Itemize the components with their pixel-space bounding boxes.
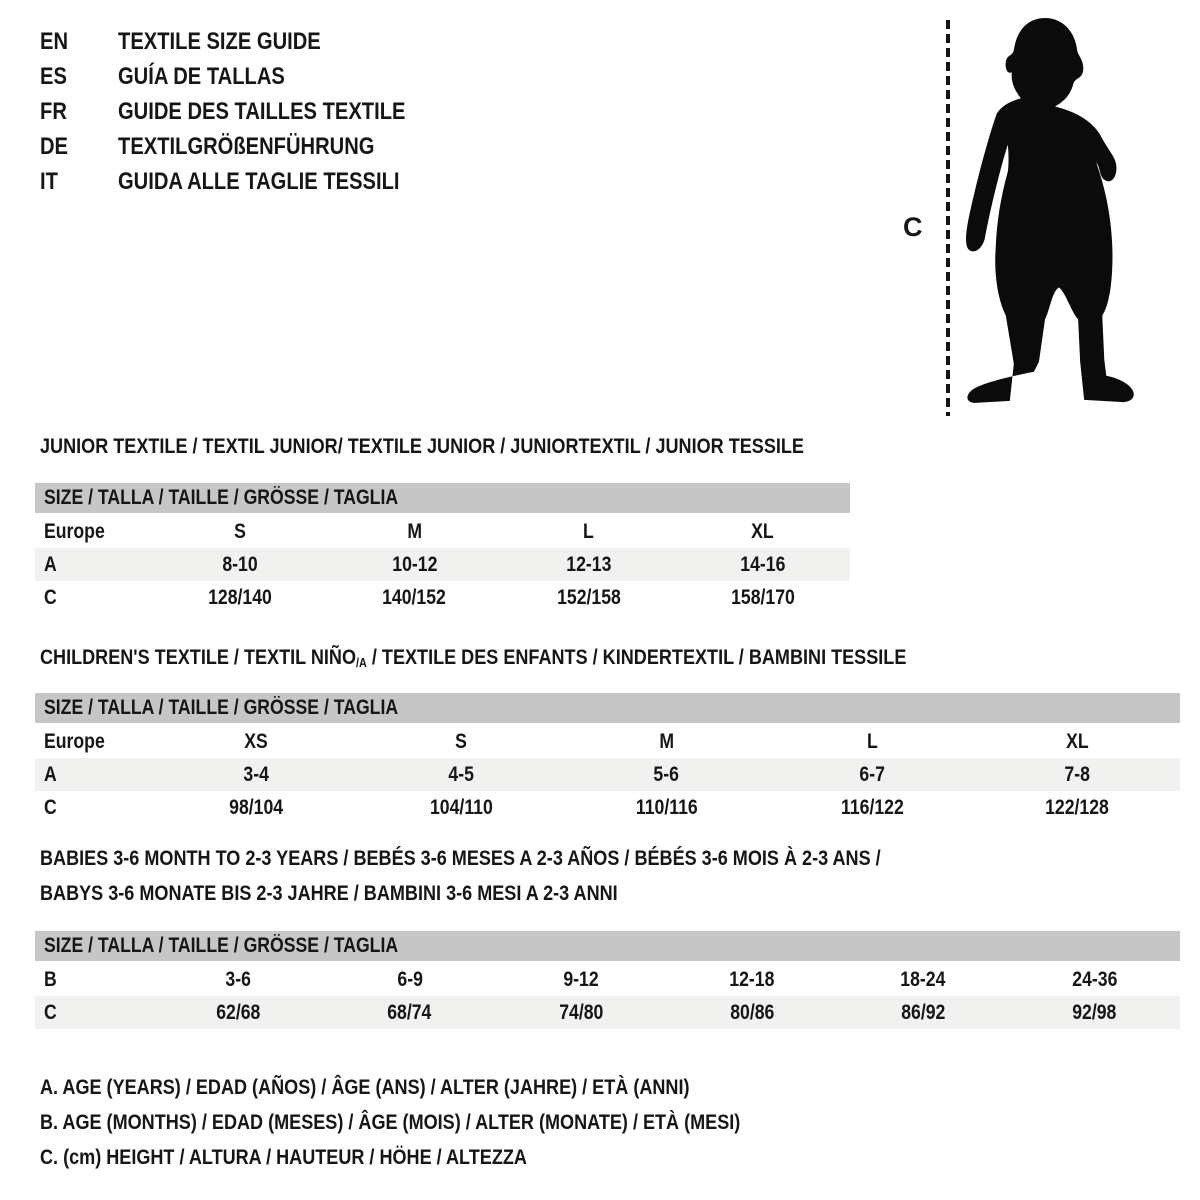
junior-section-title: JUNIOR TEXTILE / TEXTIL JUNIOR/ TEXTILE JUNIOR / JUNIORTEXTIL / JUNIOR TESSILE xyxy=(40,434,804,458)
size-value-text: 8-10 xyxy=(222,553,258,576)
size-header-bar xyxy=(35,931,1180,961)
table-row-a xyxy=(35,548,850,581)
size-value-cell xyxy=(1009,963,1180,996)
legend-line-b: B. AGE (MONTHS) / EDAD (MESES) / ÂGE (MOIS) / ALTER (MONATE) / ETÀ (MESI) xyxy=(40,1110,741,1134)
table-row-a xyxy=(35,758,1180,791)
size-value-cell xyxy=(327,581,501,614)
row-label-text: C xyxy=(44,1001,57,1024)
size-value-text: XL xyxy=(751,520,775,543)
size-value-text: 116/122 xyxy=(840,796,904,819)
lang-row-de xyxy=(40,129,460,164)
row-label-text: C xyxy=(44,586,57,609)
size-value-cell xyxy=(502,581,676,614)
size-value-cell xyxy=(153,758,358,791)
row-label-cell xyxy=(35,581,153,614)
table-row-c xyxy=(35,996,1180,1029)
size-value-cell xyxy=(495,963,666,996)
size-value-text: 6-7 xyxy=(859,763,885,786)
legend-line-c: C. (cm) HEIGHT / ALTURA / HAUTEUR / HÖHE / ALTEZZA xyxy=(40,1145,527,1169)
size-value-cell xyxy=(667,996,838,1029)
row-label-text: A xyxy=(44,763,57,786)
size-value-cell xyxy=(769,791,974,824)
size-value-text: L xyxy=(583,520,595,543)
size-value-cell xyxy=(676,515,850,548)
children-title-pre: CHILDREN'S TEXTILE / TEXTIL NIÑO xyxy=(40,645,357,669)
lang-code: DE xyxy=(40,133,69,160)
size-value-cell xyxy=(153,581,327,614)
size-value-text: 4-5 xyxy=(448,763,474,786)
size-value-cell xyxy=(358,725,563,758)
row-label-text: Europe xyxy=(44,520,105,543)
table-row-europe xyxy=(35,515,850,548)
size-value-text: 92/98 xyxy=(1072,1001,1117,1024)
size-value-cell xyxy=(564,791,769,824)
row-label-cell xyxy=(35,758,153,791)
size-value-text: 74/80 xyxy=(558,1001,603,1024)
table-row-c xyxy=(35,791,1180,824)
height-measure-dashed-line xyxy=(946,20,950,416)
size-value-text: 6-9 xyxy=(397,968,423,991)
size-value-text: 10-12 xyxy=(391,553,437,576)
size-value-cell xyxy=(564,758,769,791)
toddler-silhouette-icon xyxy=(962,16,1136,420)
size-value-cell xyxy=(975,725,1180,758)
size-value-text: 3-6 xyxy=(225,968,252,991)
children-title-post: / TEXTILE DES ENFANTS / KINDERTEXTIL / BAMBINI TESSILE xyxy=(366,645,907,669)
size-value-cell xyxy=(564,725,769,758)
size-value-cell xyxy=(153,791,358,824)
size-value-text: XL xyxy=(1066,730,1089,753)
row-label-cell xyxy=(35,791,153,824)
row-label-cell xyxy=(35,963,153,996)
table-row-europe xyxy=(35,725,1180,758)
size-value-cell xyxy=(676,581,850,614)
size-value-text: M xyxy=(659,730,674,753)
babies-title-line1: BABIES 3-6 MONTH TO 2-3 YEARS / BEBÉS 3-6 MESES A 2-3 AÑOS / BÉBÉS 3-6 MOIS À 2-3 ANS / xyxy=(40,846,881,870)
size-value-text: 3-4 xyxy=(242,763,269,786)
size-value-cell xyxy=(495,996,666,1029)
lang-code: EN xyxy=(40,28,69,55)
size-value-cell xyxy=(667,963,838,996)
size-value-text: L xyxy=(866,730,878,753)
row-label-cell xyxy=(35,515,153,548)
children-size-table xyxy=(35,693,1180,824)
size-value-text: 128/140 xyxy=(208,586,273,609)
size-value-cell xyxy=(502,515,676,548)
lang-code: ES xyxy=(40,63,67,90)
size-value-cell xyxy=(153,725,358,758)
table-row-b xyxy=(35,963,1180,996)
size-value-text: 110/116 xyxy=(635,796,698,819)
size-value-text: 5-6 xyxy=(653,763,680,786)
table-row-c xyxy=(35,581,850,614)
size-value-cell xyxy=(153,548,327,581)
size-value-cell xyxy=(327,548,501,581)
size-value-cell xyxy=(153,963,324,996)
size-value-text: 24-36 xyxy=(1071,968,1117,991)
size-value-text: 104/110 xyxy=(429,796,493,819)
guide-title-es: GUÍA DE TALLAS xyxy=(118,63,285,90)
size-header-text: SIZE / TALLA / TAILLE / GRÖSSE / TAGLIA xyxy=(44,486,399,509)
size-value-cell xyxy=(324,963,495,996)
size-value-cell xyxy=(153,515,327,548)
babies-size-table xyxy=(35,931,1180,1029)
size-value-text: 98/104 xyxy=(228,796,283,819)
size-value-text: 12-13 xyxy=(566,553,612,576)
size-value-text: 86/92 xyxy=(901,1001,946,1024)
size-value-cell xyxy=(769,725,974,758)
language-guide-block xyxy=(40,24,460,199)
lang-row-it xyxy=(40,164,460,199)
guide-title-it: GUIDA ALLE TAGLIE TESSILI xyxy=(118,168,400,195)
children-section-title xyxy=(40,644,1071,673)
row-label-text: A xyxy=(44,553,57,576)
junior-size-table xyxy=(35,483,850,614)
size-value-text: 12-18 xyxy=(729,968,775,991)
row-label-cell xyxy=(35,725,153,758)
row-label-cell xyxy=(35,996,153,1029)
height-measure-label: C xyxy=(903,212,923,242)
lang-row-es xyxy=(40,59,460,94)
row-label-cell xyxy=(35,548,153,581)
size-value-text: 62/68 xyxy=(216,1001,261,1024)
size-value-text: 80/86 xyxy=(730,1001,775,1024)
size-value-cell xyxy=(324,996,495,1029)
size-value-cell xyxy=(1009,996,1180,1029)
size-value-text: 14-16 xyxy=(740,553,786,576)
babies-title-line2: BABYS 3-6 MONATE BIS 2-3 JAHRE / BAMBINI 3-6 MESI A 2-3 ANNI xyxy=(40,881,618,905)
size-value-text: 18-24 xyxy=(900,968,946,991)
lang-row-fr xyxy=(40,94,460,129)
size-value-text: 152/158 xyxy=(556,586,621,609)
legend-line-a: A. AGE (YEARS) / EDAD (AÑOS) / ÂGE (ANS) / ALTER (JAHRE) / ETÀ (ANNI) xyxy=(40,1075,690,1099)
size-value-text: 140/152 xyxy=(382,586,447,609)
size-value-text: XS xyxy=(243,730,268,753)
guide-title-fr: GUIDE DES TAILLES TEXTILE xyxy=(118,98,406,125)
guide-title-en: TEXTILE SIZE GUIDE xyxy=(118,28,321,55)
size-value-cell xyxy=(975,791,1180,824)
children-title-subscript: /A xyxy=(356,655,367,670)
size-value-text: S xyxy=(455,730,467,753)
lang-row-en xyxy=(40,24,460,59)
guide-title-de: TEXTILGRÖßENFÜHRUNG xyxy=(118,133,375,160)
lang-code: FR xyxy=(40,98,67,125)
size-value-cell xyxy=(153,996,324,1029)
row-label-text: B xyxy=(44,968,57,991)
size-value-cell xyxy=(358,791,563,824)
size-value-text: 68/74 xyxy=(387,1001,432,1024)
size-value-text: 158/170 xyxy=(730,586,795,609)
size-value-cell xyxy=(327,515,501,548)
size-header-text: SIZE / TALLA / TAILLE / GRÖSSE / TAGLIA xyxy=(44,696,399,719)
size-value-cell xyxy=(502,548,676,581)
row-label-text: C xyxy=(44,796,57,819)
size-value-cell xyxy=(838,963,1009,996)
size-value-cell xyxy=(769,758,974,791)
size-value-cell xyxy=(975,758,1180,791)
size-value-text: 122/128 xyxy=(1045,796,1110,819)
size-value-cell xyxy=(358,758,563,791)
size-value-text: M xyxy=(407,520,422,543)
size-value-cell xyxy=(676,548,850,581)
size-value-text: 7-8 xyxy=(1064,763,1091,786)
size-value-text: S xyxy=(234,520,247,543)
size-header-bar xyxy=(35,483,850,513)
legend-block xyxy=(40,1070,874,1175)
size-header-text: SIZE / TALLA / TAILLE / GRÖSSE / TAGLIA xyxy=(44,934,399,957)
lang-code: IT xyxy=(40,168,58,195)
size-value-text: 9-12 xyxy=(563,968,599,991)
babies-section-title xyxy=(40,841,1041,911)
size-header-bar xyxy=(35,693,1180,723)
size-value-cell xyxy=(838,996,1009,1029)
row-label-text: Europe xyxy=(44,730,105,753)
